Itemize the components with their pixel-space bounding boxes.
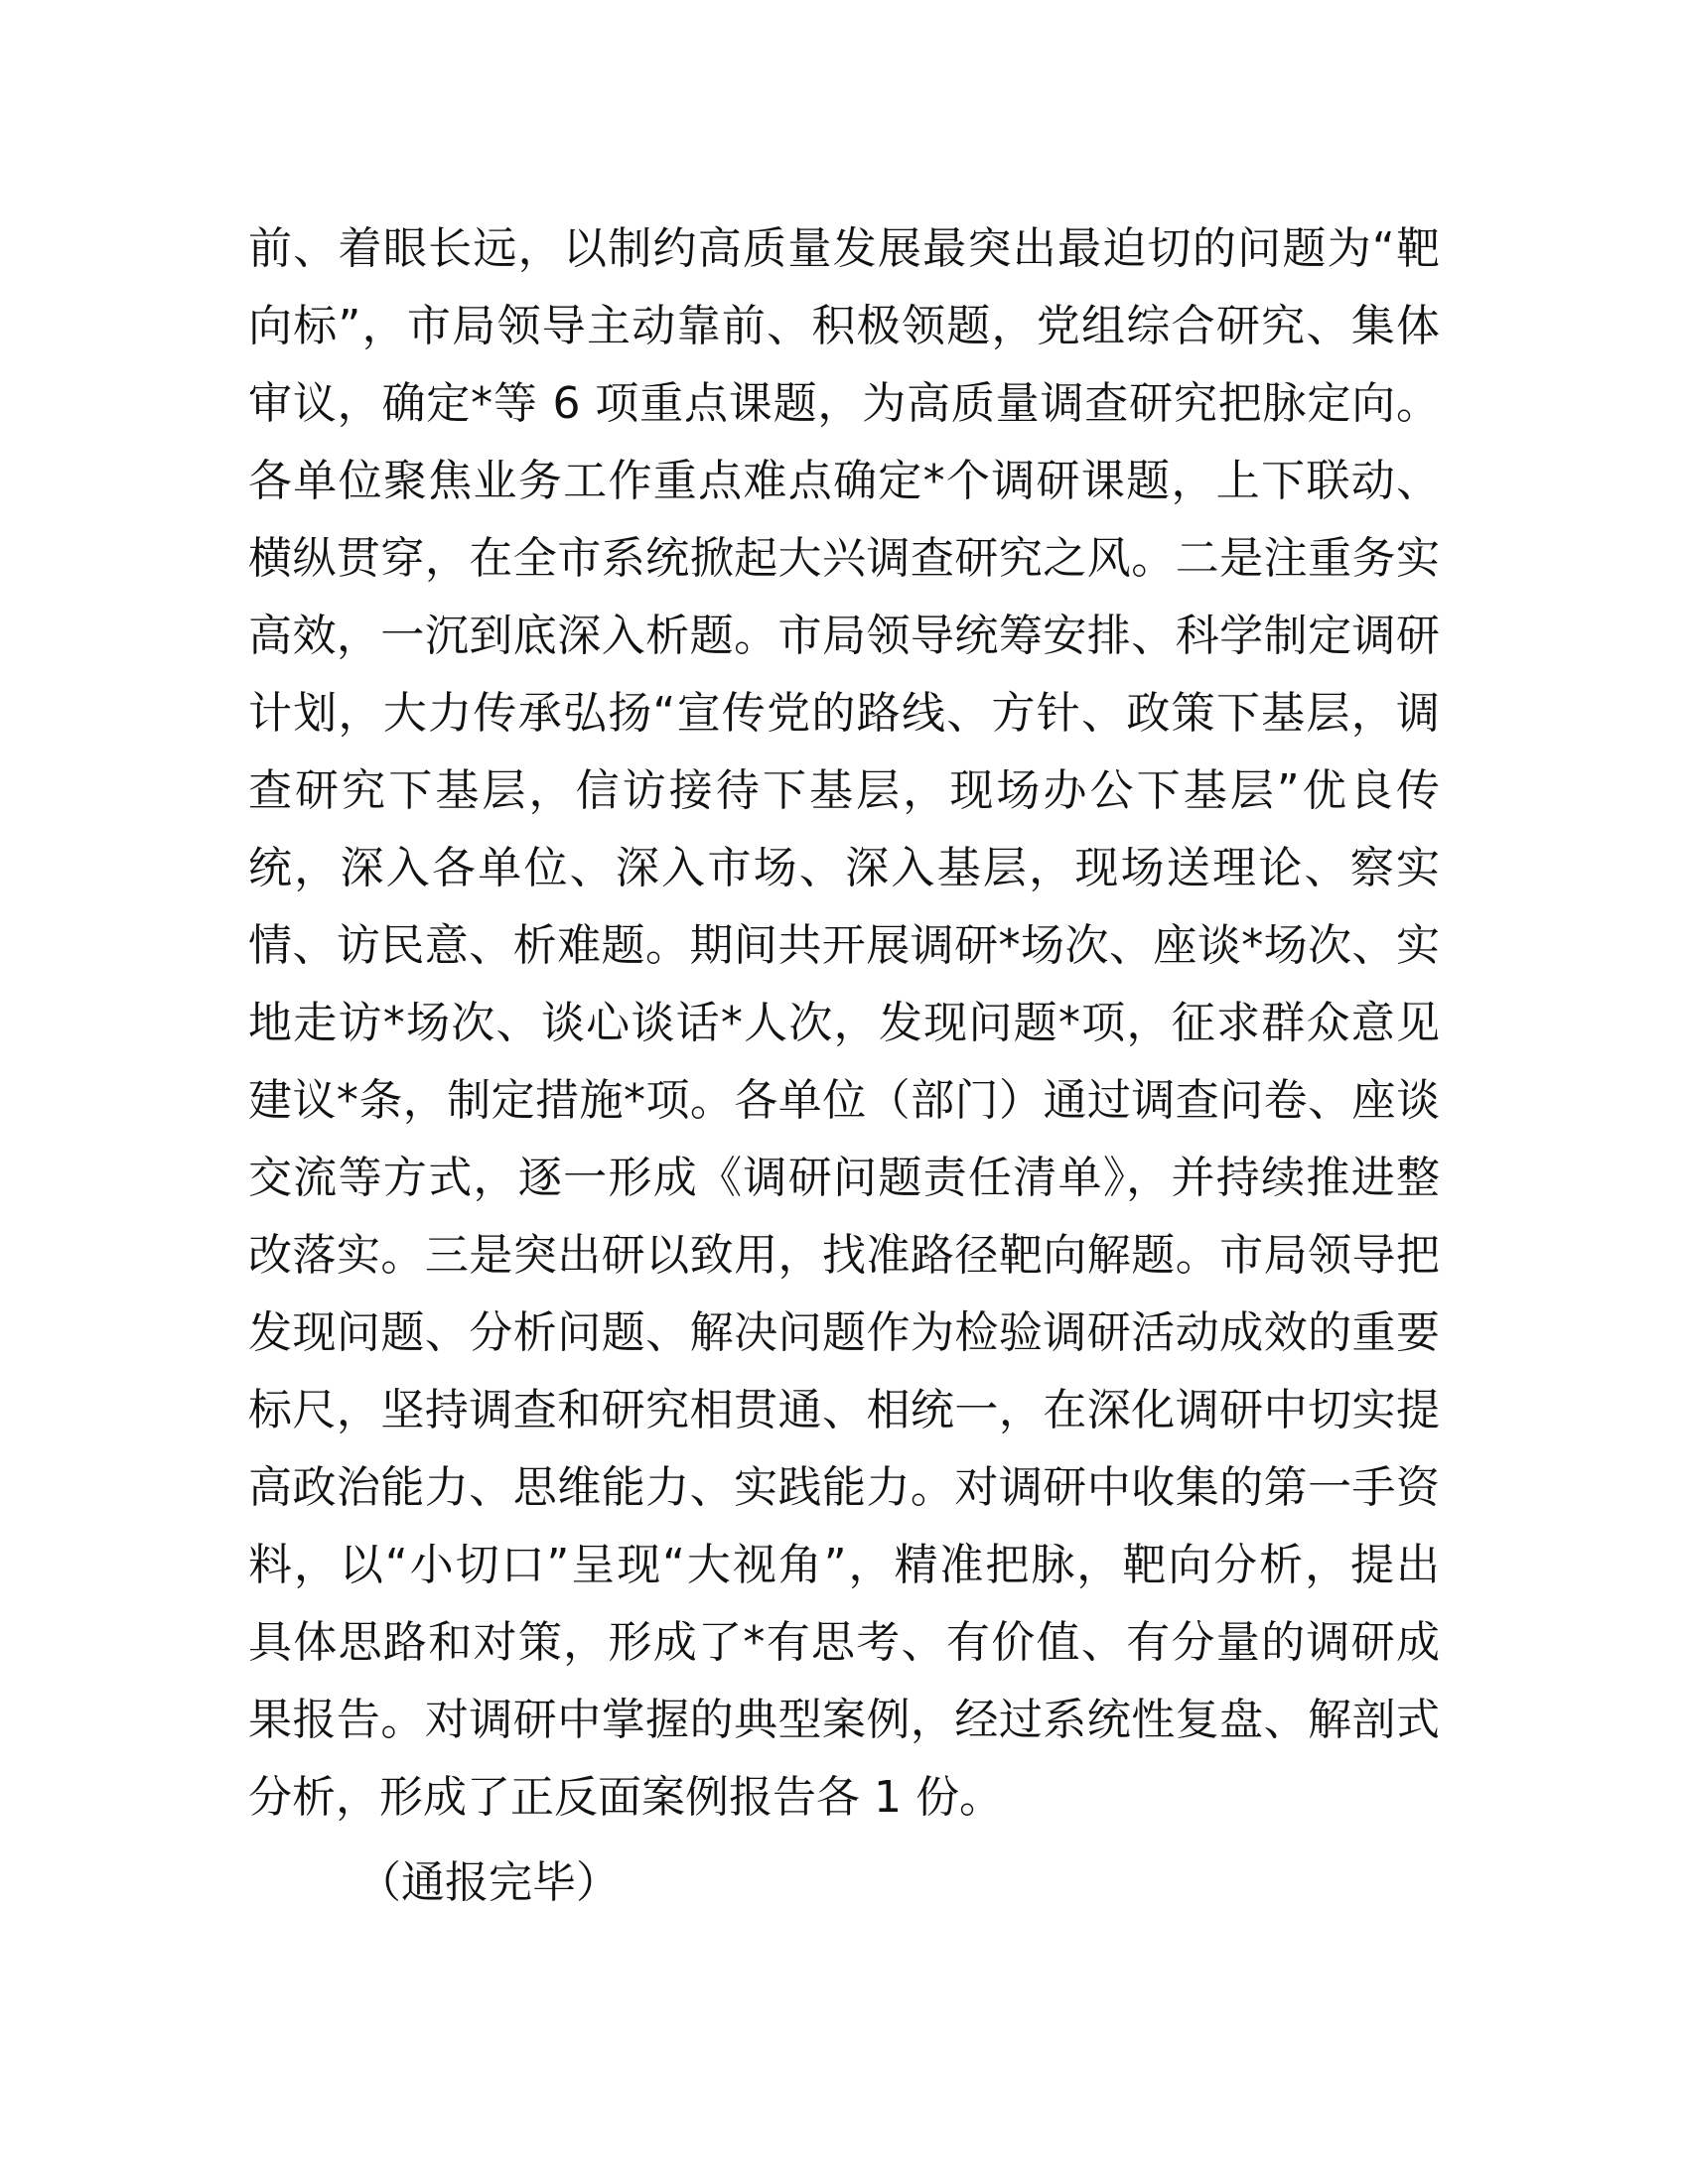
- paragraph-line: 前、着眼长远，以制约高质量发展最突出最迫切的问题为“靶: [248, 223, 1440, 274]
- paragraph-line: 具体思路和对策，形成了*有思考、有价值、有分量的调研成: [248, 1617, 1440, 1668]
- paragraph-line: 查研究下基层，信访接待下基层，现场办公下基层”优良传: [248, 765, 1440, 816]
- paragraph-line: 发现问题、分析问题、解决问题作为检验调研活动成效的重要: [248, 1307, 1440, 1358]
- paragraph-line: 统，深入各单位、深入市场、深入基层，现场送理论、察实: [248, 843, 1440, 893]
- paragraph-line: 高效，一沉到底深入析题。市局领导统筹安排、科学制定调研: [248, 611, 1440, 661]
- paragraph-line-last: 分析，形成了正反面案例报告各 1 份。: [248, 1772, 1003, 1823]
- paragraph-line: 交流等方式，逐一形成《调研问题责任清单》，并持续推进整: [248, 1153, 1440, 1203]
- paragraph-line: 审议，确定*等 6 项重点课题，为高质量调查研究把脉定向。: [248, 378, 1440, 429]
- body-paragraph: [248, 210, 1440, 1837]
- paragraph-line: 料，以“小切口”呈现“大视角”，精准把脉，靶向分析，提出: [248, 1540, 1440, 1590]
- paragraph-line: 横纵贯穿，在全市系统掀起大兴调查研究之风。二是注重务实: [248, 533, 1440, 584]
- closing-note: （通报完毕）: [357, 1857, 620, 1908]
- paragraph-line: 建议*条，制定措施*项。各单位（部门）通过调查问卷、座谈: [248, 1075, 1440, 1126]
- paragraph-line: 改落实。三是突出研以致用，找准路径靶向解题。市局领导把: [248, 1230, 1440, 1281]
- paragraph-line: 各单位聚焦业务工作重点难点确定*个调研课题，上下联动、: [248, 456, 1440, 506]
- paragraph-line: 果报告。对调研中掌握的典型案例，经过系统性复盘、解剖式: [248, 1695, 1440, 1745]
- paragraph-line: 高政治能力、思维能力、实践能力。对调研中收集的第一手资: [248, 1462, 1440, 1513]
- paragraph-line: 向标”，市局领导主动靠前、积极领题，党组综合研究、集体: [248, 301, 1440, 351]
- paragraph-line: 地走访*场次、谈心谈话*人次，发现问题*项，征求群众意见: [248, 998, 1440, 1048]
- paragraph-line: 计划，大力传承弘扬“宣传党的路线、方针、政策下基层，调: [248, 688, 1440, 739]
- paragraph-line: 标尺，坚持调查和研究相贯通、相统一，在深化调研中切实提: [248, 1385, 1440, 1435]
- paragraph-line: 情、访民意、析难题。期间共开展调研*场次、座谈*场次、实: [248, 920, 1440, 971]
